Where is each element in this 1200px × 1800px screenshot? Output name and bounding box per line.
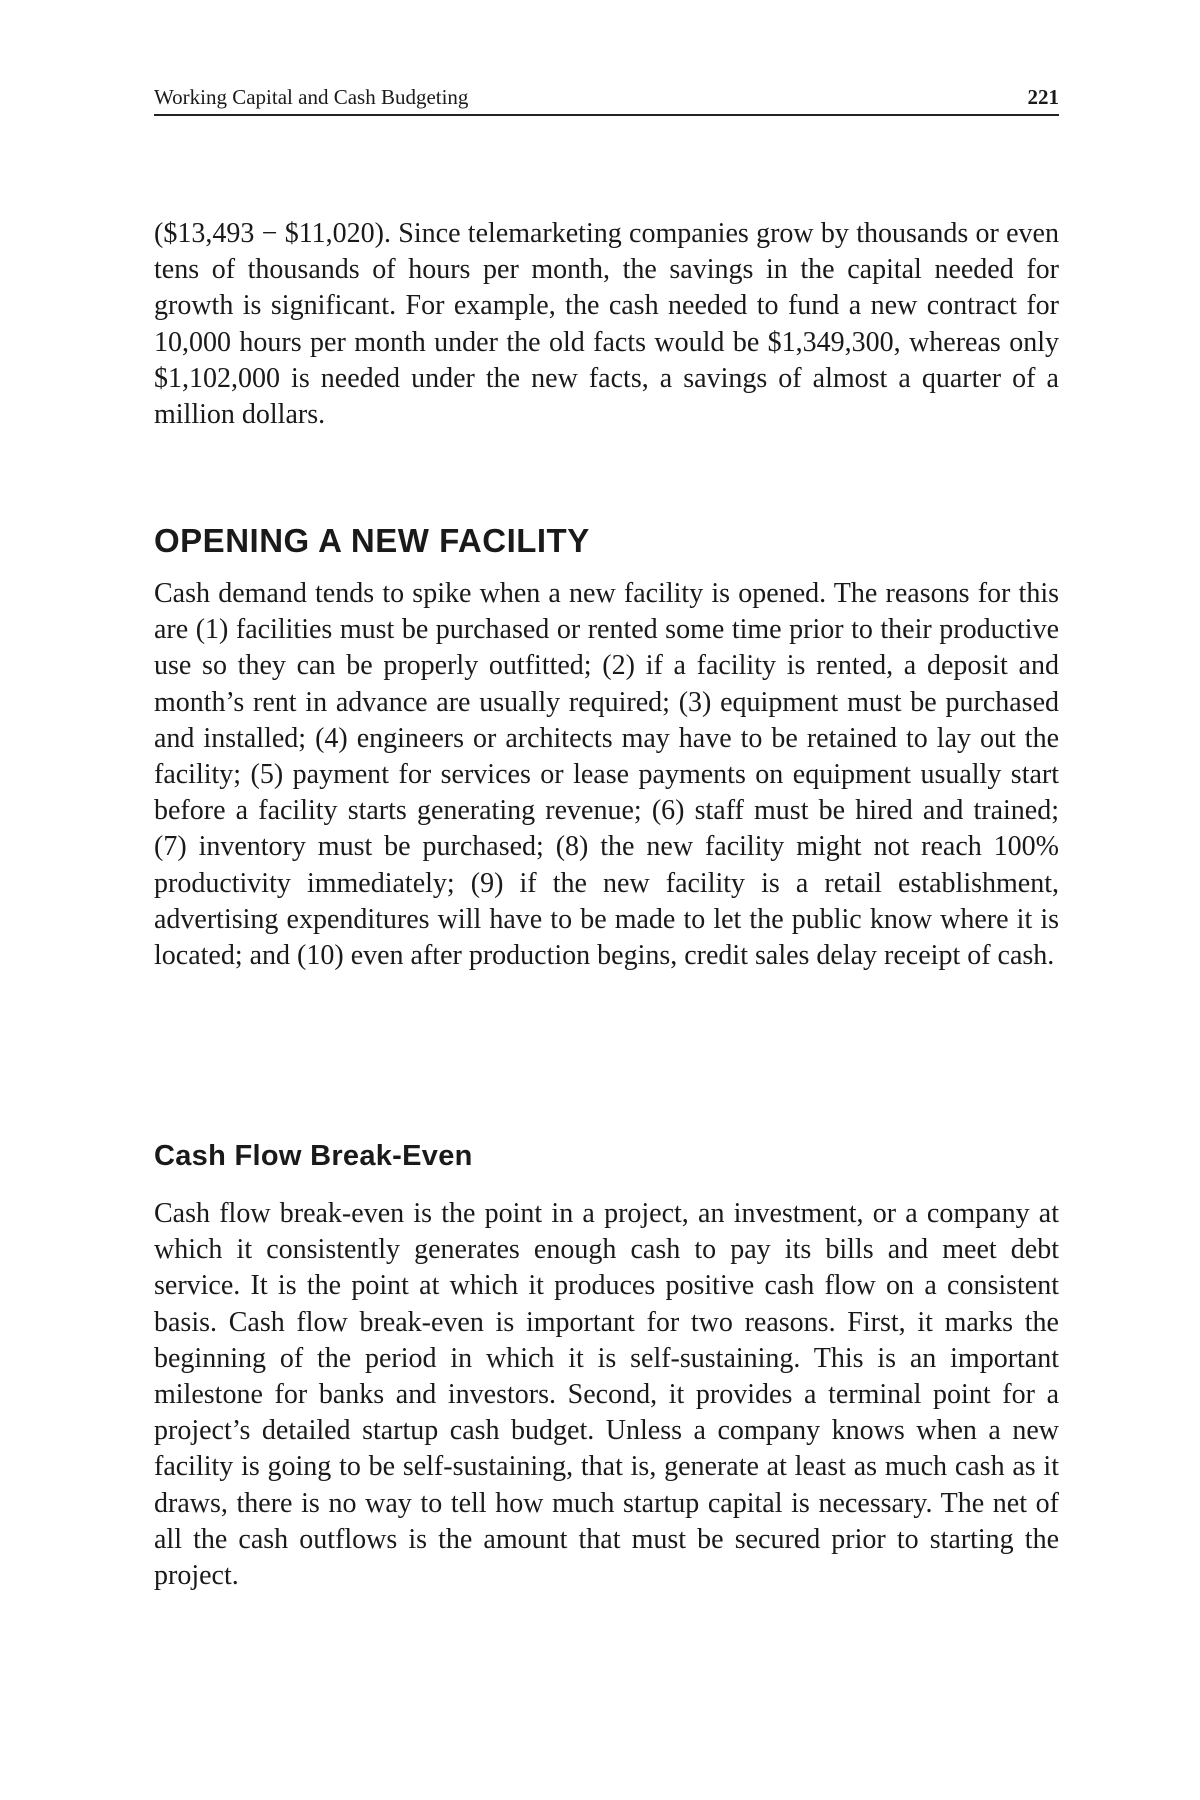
page-number: 221 [1027, 85, 1059, 109]
section-heading-opening-new-facility: OPENING A NEW FACILITY [154, 522, 590, 559]
paragraph-continuation: ($13,493 − $11,020). Since telemarketing companies grow by thousands or even tens of thousands of hours per month, the savings in the capital needed for growth is significant. For example, the cash needed to fund a new contract for 10,000 hours per month under the old facts would be $1,349,300, whereas only $1,102,000 is needed under the new facts, a savings of almost a quarter of a million dollars. [154, 218, 1059, 431]
paragraph-cash-flow-break-even: Cash flow break-even is the point in a project, an investment, or a company at which it consistently generates enough cash to pay its bills and meet debt service. It is the point at which it produces positive cash flow on a consistent basis. Cash flow break-even is important for two reasons. First, it marks the beginning of the period in which it is self-sustaining. This is an important milestone for banks and investors. Second, it provides a terminal point for a project’s detailed startup cash budget. Unless a company knows when a new facility is going to be self-sustaining, that is, generate at least as much cash as it draws, there is no way to tell how much startup capital is necessary. The net of all the cash outflows is the amount that must be secured prior to starting the project. [154, 1198, 1059, 1592]
running-header [154, 84, 1059, 116]
running-title: Working Capital and Cash Budgeting [154, 85, 469, 109]
subsection-heading-cash-flow-break-even: Cash Flow Break-Even [154, 1140, 473, 1172]
paragraph-cash-demand: Cash demand tends to spike when a new facility is opened. The reasons for this are (1) facilities must be purchased or rented some time prior to their productive use so they can be properly outfitted; (2) if a facility is rented, a deposit and month’s rent in advance are usually required; (3) equipment must be purchased and installed; (4) engineers or architects may have to be retained to lay out the facility; (5) payment for services or lease payments on equipment usually start before a facility starts generating revenue; (6) staff must be hired and trained; (7) inventory must be purchased; (8) the new facility might not reach 100% productivity immediately; (9) if the new facility is a retail establishment, advertising expenditures will have to be made to let the public know where it is located; and (10) even after production begins, credit sales delay receipt of cash. [154, 578, 1059, 972]
